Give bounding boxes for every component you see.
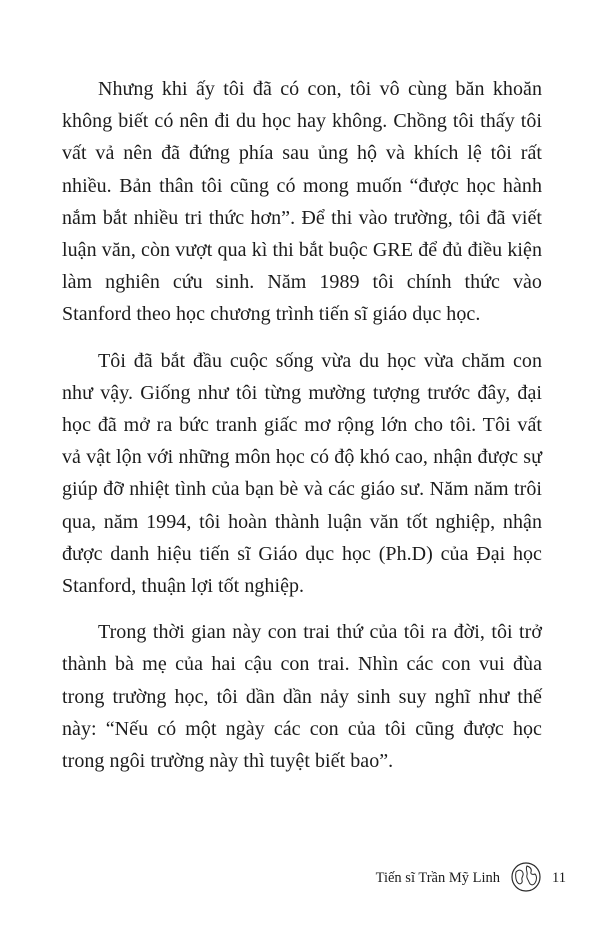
footer-author: Tiến sĩ Trần Mỹ Linh — [375, 870, 500, 886]
page-number: 11 — [552, 870, 566, 886]
paragraph: Tôi đã bắt đầu cuộc sống vừa du học vừa chăm con như vậy. Giống như tôi từng mường tượng trước đây, đại học đã mở ra bức tranh giấc mơ rộng lớn cho tôi. Tôi vất vả vật lộn với những môn học có độ khó cao, nhận được sự giúp đỡ nhiệt tình của bạn bè và các giáo sư. Năm năm trôi qua, năm 1994, tôi hoàn thành luận văn tốt nghiệp, nhận được danh hiệu tiến sĩ Giáo dục học (Ph.D) của Đại học Stanford, thuận lợi tốt nghiệp. — [62, 349, 542, 598]
globe-icon — [510, 861, 542, 893]
paragraph: Trong thời gian này con trai thứ của tôi ra đời, tôi trở thành bà mẹ của hai cậu con trai. Nhìn các con vui đùa trong trường học, tôi dần dần nảy sinh suy nghĩ như thế này: “Nếu có một ngày các con của tôi cũng được học trong ngôi trường này thì tuyệt biết bao”. — [62, 621, 542, 773]
page-footer — [0, 860, 600, 900]
paragraph: Nhưng khi ấy tôi đã có con, tôi vô cùng băn khoăn không biết có nên đi du học hay không. Chồng tôi thấy tôi vất vả nên đã đứng phía sau ủng hộ và khích lệ tôi rất nhiều. Bản thân tôi cũng có mong muốn “được học hành nắm bắt nhiều tri thức hơn”. Để thi vào trường, tôi đã viết luận văn, còn vượt qua kì thi bắt buộc GRE để đủ điều kiện làm nghiên cứu sinh. Năm 1989 tôi chính thức vào Stanford theo học chương trình tiến sĩ giáo dục học. — [62, 78, 542, 326]
body-text — [62, 73, 542, 791]
